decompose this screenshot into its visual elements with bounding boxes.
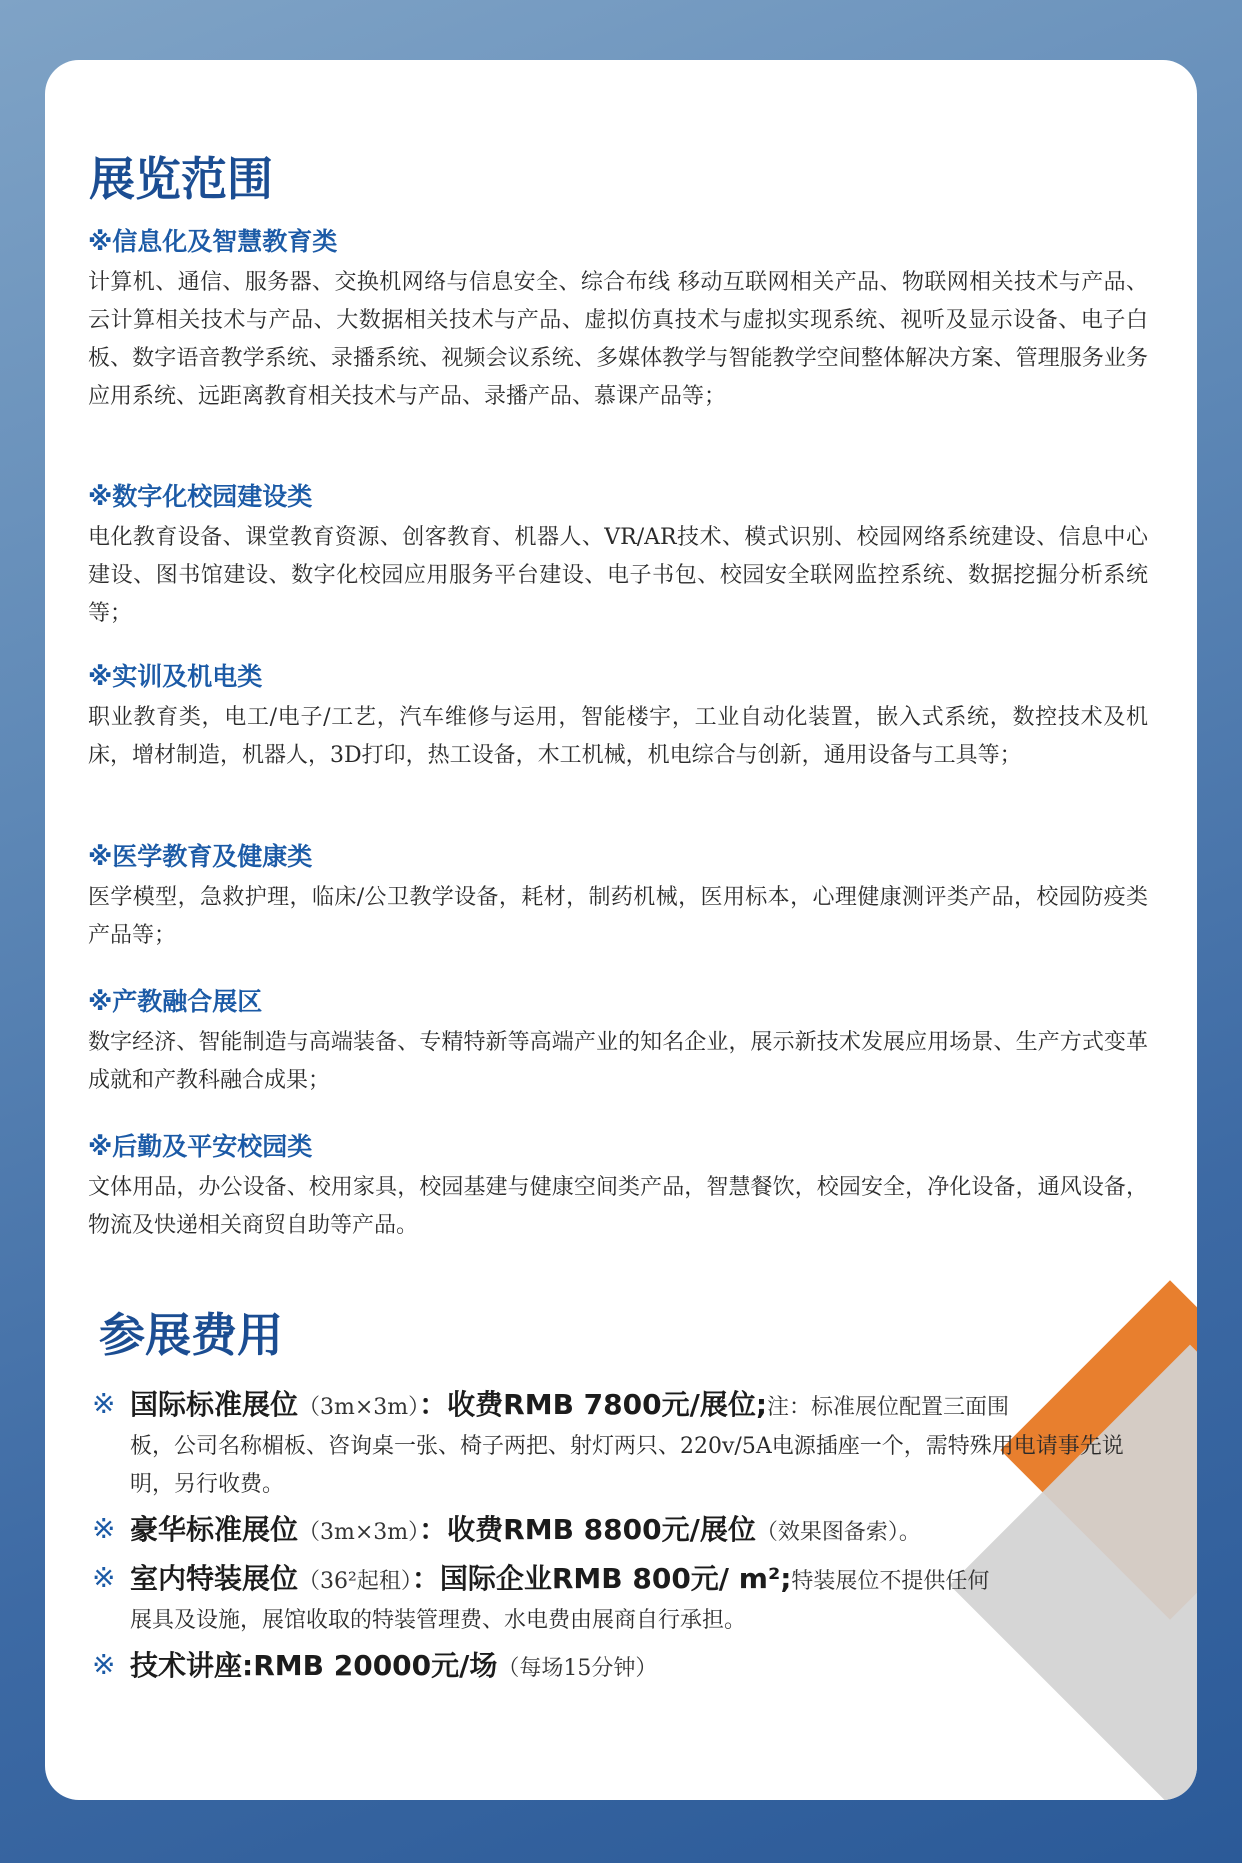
category-title: ※医学教育及健康类 xyxy=(88,842,313,871)
fees-list xyxy=(92,1385,1152,1695)
category-section xyxy=(88,1130,1148,1245)
category-title: ※后勤及平安校园类 xyxy=(88,1132,313,1161)
fee-note: 特装展位不提供任何 xyxy=(791,1569,990,1594)
fee-item xyxy=(92,1559,1152,1640)
category-section xyxy=(88,225,1148,416)
category-section xyxy=(88,840,1148,955)
fee-price: ：收费RMB 7800元/展位; xyxy=(419,1388,768,1421)
category-section xyxy=(88,660,1148,775)
category-title: ※产教融合展区 xyxy=(88,987,263,1016)
fee-price: ：国际企业RMB 800元/ m²; xyxy=(411,1562,792,1595)
category-description: 职业教育类，电工/电子/工艺，汽车维修与运用，智能楼宇，工业自动化装置，嵌入式系统，数控技术及机床，增材制造，机器人，3D打印，热工设备，木工机械，机电综合与创新，通用设备与工具等； xyxy=(88,705,1148,768)
category-description: 文体用品，办公设备、校用家具，校园基建与健康空间类产品，智慧餐饮，校园安全，净化设备，通风设备，物流及快递相关商贸自助等产品。 xyxy=(88,1175,1148,1238)
reference-mark-icon: ※ xyxy=(92,1387,116,1420)
scope-heading: 展览范围 xyxy=(89,152,273,206)
reference-mark-icon: ※ xyxy=(92,1561,116,1594)
fees-heading: 参展费用 xyxy=(99,1308,283,1362)
fee-spec: （36²起租） xyxy=(298,1569,412,1594)
fee-spec: （3m×3m） xyxy=(298,1520,420,1545)
content-card xyxy=(45,60,1197,1800)
category-title: ※实训及机电类 xyxy=(88,662,263,691)
fee-note: （效果图备索）。 xyxy=(755,1520,921,1545)
fee-spec: （3m×3m） xyxy=(298,1395,420,1420)
fee-item xyxy=(92,1385,1152,1504)
category-section xyxy=(88,480,1148,633)
reference-mark-icon: ※ xyxy=(92,1648,116,1681)
category-title: ※信息化及智慧教育类 xyxy=(88,227,338,256)
fee-name: 国际标准展位 xyxy=(130,1388,299,1421)
fee-note: （每场15分钟） xyxy=(497,1656,658,1681)
category-description: 数字经济、智能制造与高端装备、专精特新等高端产业的知名企业，展示新技术发展应用场景、生产方式变革成就和产教科融合成果； xyxy=(88,1030,1148,1093)
fee-continuation: 板，公司名称楣板、咨询桌一张、椅子两把、射灯两只、220v/5A电源插座一个，需特殊用电请事先说明，另行收费。 xyxy=(130,1434,1124,1497)
fee-name: 豪华标准展位 xyxy=(130,1513,299,1546)
fee-note: 注：标准展位配置三面围 xyxy=(767,1395,1010,1420)
fee-price: :RMB 20000元/场 xyxy=(242,1649,498,1682)
category-description: 计算机、通信、服务器、交换机网络与信息安全、综合布线 移动互联网相关产品、物联网相关技术与产品、云计算相关技术与产品、大数据相关技术与产品、虚拟仿真技术与虚拟实现系统、视听及显示设备、电子白板、数字语音教学系统、录播系统、视频会议系统、多媒体教学与智能教学空间整体解决方案、管理服务业务应用系统、远距离教育相关技术与产品、录播产品、慕课产品等； xyxy=(88,270,1148,409)
category-title: ※数字化校园建设类 xyxy=(88,482,313,511)
fee-name: 技术讲座 xyxy=(130,1649,243,1682)
category-description: 电化教育设备、课堂教育资源、创客教育、机器人、VR/AR技术、模式识别、校园网络系统建设、信息中心建设、图书馆建设、数字化校园应用服务平台建设、电子书包、校园安全联网监控系统、数据挖掘分析系统等； xyxy=(88,525,1148,626)
fee-item xyxy=(92,1646,1152,1689)
category-description: 医学模型，急救护理，临床/公卫教学设备，耗材，制药机械，医用标本，心理健康测评类产品，校园防疫类产品等； xyxy=(88,885,1148,948)
category-section xyxy=(88,985,1148,1100)
reference-mark-icon: ※ xyxy=(92,1512,116,1545)
fee-item xyxy=(92,1510,1152,1553)
fee-name: 室内特装展位 xyxy=(130,1562,299,1595)
fee-continuation: 展具及设施，展馆收取的特装管理费、水电费由展商自行承担。 xyxy=(130,1608,747,1633)
fee-price: ：收费RMB 8800元/展位 xyxy=(419,1513,756,1546)
